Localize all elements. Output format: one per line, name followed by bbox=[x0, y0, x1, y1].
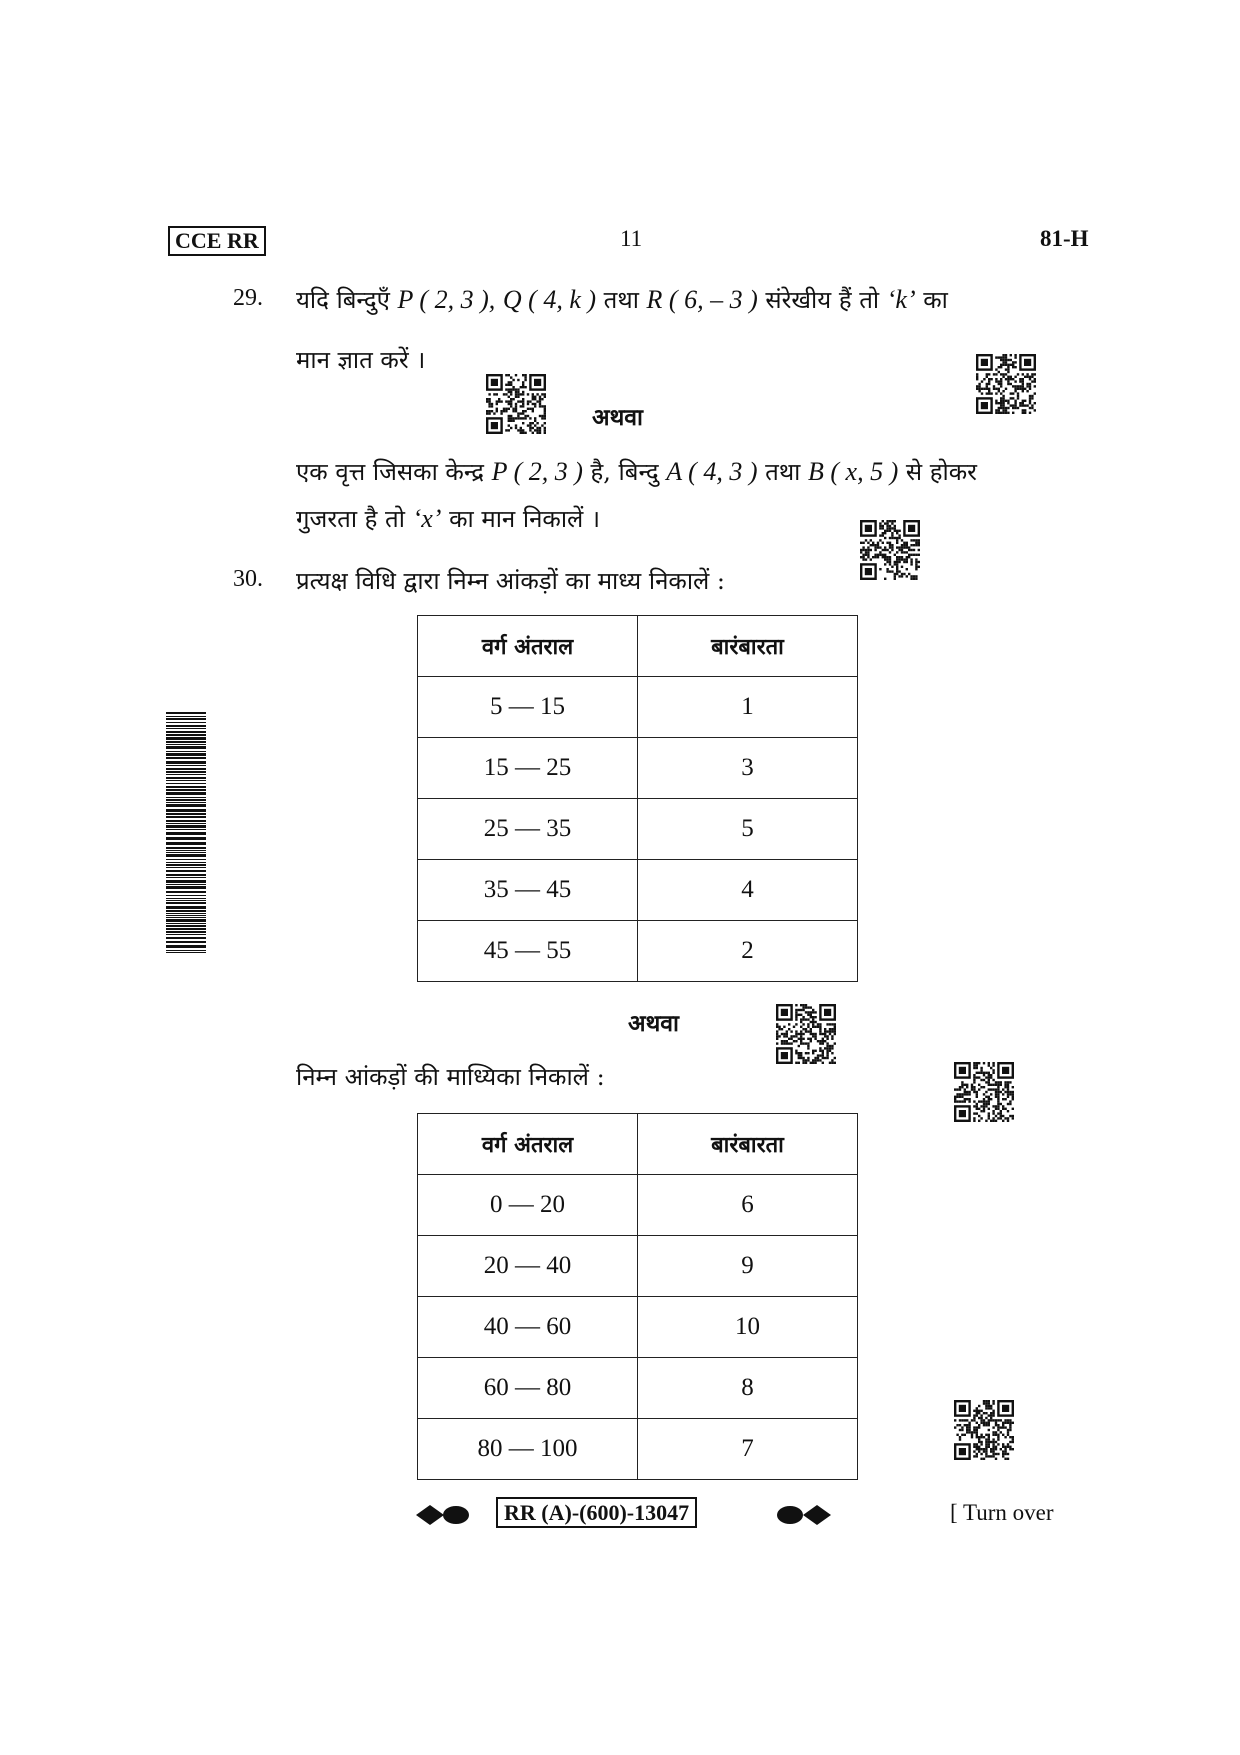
cell-frequency: 7 bbox=[638, 1419, 858, 1480]
paper-code: 81-H bbox=[1040, 226, 1089, 251]
cell-interval: 25 — 35 bbox=[418, 799, 638, 860]
variable-x: ‘x’ bbox=[412, 504, 442, 533]
table-header-row bbox=[418, 1114, 858, 1175]
q29-alt-text: का मान निकालें । bbox=[449, 505, 601, 533]
center-p: P ( 2, 3 ) bbox=[491, 457, 583, 486]
question-29-alt-line-1 bbox=[296, 455, 977, 489]
barcode-icon bbox=[166, 712, 206, 954]
q29-alt-text: से होकर bbox=[905, 458, 977, 486]
table-row bbox=[418, 677, 858, 738]
qr-code-icon bbox=[954, 1400, 1014, 1460]
cell-frequency: 4 bbox=[638, 860, 858, 921]
table-row bbox=[418, 860, 858, 921]
table-row bbox=[418, 738, 858, 799]
q29-text: तथा bbox=[603, 286, 639, 314]
table-row bbox=[418, 921, 858, 982]
q29-alt-text: है, बिन्दु bbox=[590, 458, 659, 486]
header-frequency: बारंबारता bbox=[638, 616, 858, 677]
point-p: P ( 2, 3 ), bbox=[397, 285, 496, 314]
qr-code-icon bbox=[486, 374, 546, 434]
point-b: B ( x, 5 ) bbox=[808, 457, 899, 486]
q29-text: संरेखीय हैं तो bbox=[765, 286, 880, 314]
median-frequency-table bbox=[417, 1113, 858, 1480]
q29-alt-text: गुजरता है तो bbox=[296, 505, 405, 533]
or-label: अथवा bbox=[628, 1010, 680, 1037]
question-29-number: 29. bbox=[233, 285, 263, 311]
mean-frequency-table bbox=[417, 615, 858, 982]
cell-interval: 35 — 45 bbox=[418, 860, 638, 921]
turn-over-note: [ Turn over bbox=[950, 1500, 1054, 1525]
table-row bbox=[418, 1358, 858, 1419]
table-row bbox=[418, 1419, 858, 1480]
table-row bbox=[418, 1297, 858, 1358]
header-class-interval: वर्ग अंतराल bbox=[418, 616, 638, 677]
point-a: A ( 4, 3 ) bbox=[666, 457, 758, 486]
cell-frequency: 10 bbox=[638, 1297, 858, 1358]
qr-code-icon bbox=[776, 1004, 836, 1064]
point-q: Q ( 4, k ) bbox=[502, 285, 597, 314]
variable-k: ‘k’ bbox=[886, 285, 916, 314]
header-frequency: बारंबारता bbox=[638, 1114, 858, 1175]
qr-code-icon bbox=[954, 1062, 1014, 1122]
q29-text: यदि बिन्दुएँ bbox=[296, 286, 390, 314]
cell-interval: 15 — 25 bbox=[418, 738, 638, 799]
question-29-alt-line-2 bbox=[296, 502, 600, 536]
header-class-interval: वर्ग अंतराल bbox=[418, 1114, 638, 1175]
cell-interval: 5 — 15 bbox=[418, 677, 638, 738]
table-row bbox=[418, 799, 858, 860]
question-29-line-2: मान ज्ञात करें । bbox=[296, 346, 426, 374]
point-r: R ( 6, – 3 ) bbox=[646, 285, 758, 314]
question-30-alt-prompt: निम्न आंकड़ों की माध्यिका निकालें : bbox=[296, 1063, 605, 1091]
cell-interval: 20 — 40 bbox=[418, 1236, 638, 1297]
exam-code-box: CCE RR bbox=[168, 226, 266, 256]
question-30-prompt: प्रत्यक्ष विधि द्वारा निम्न आंकड़ों का माध्य निकालें : bbox=[296, 567, 726, 595]
cell-frequency: 8 bbox=[638, 1358, 858, 1419]
table-row bbox=[418, 1175, 858, 1236]
cell-interval: 80 — 100 bbox=[418, 1419, 638, 1480]
cell-interval: 45 — 55 bbox=[418, 921, 638, 982]
cell-interval: 40 — 60 bbox=[418, 1297, 638, 1358]
cell-frequency: 5 bbox=[638, 799, 858, 860]
cell-frequency: 9 bbox=[638, 1236, 858, 1297]
cell-frequency: 6 bbox=[638, 1175, 858, 1236]
q29-alt-text: एक वृत्त जिसका केन्द्र bbox=[296, 458, 485, 486]
table-row bbox=[418, 1236, 858, 1297]
cell-frequency: 3 bbox=[638, 738, 858, 799]
or-label: अथवा bbox=[592, 404, 644, 431]
qr-code-icon bbox=[976, 354, 1036, 414]
ornament-left-icon bbox=[414, 1502, 472, 1528]
cell-frequency: 2 bbox=[638, 921, 858, 982]
cell-frequency: 1 bbox=[638, 677, 858, 738]
table-header-row bbox=[418, 616, 858, 677]
q29-text: का bbox=[923, 286, 948, 314]
cell-interval: 0 — 20 bbox=[418, 1175, 638, 1236]
page-number: 11 bbox=[620, 226, 643, 251]
question-29-line-1 bbox=[296, 283, 948, 317]
qr-code-icon bbox=[860, 520, 920, 580]
question-30-number: 30. bbox=[233, 566, 263, 592]
cell-interval: 60 — 80 bbox=[418, 1358, 638, 1419]
q29-alt-text: तथा bbox=[765, 458, 801, 486]
footer-code-box: RR (A)-(600)-13047 bbox=[496, 1497, 697, 1528]
ornament-right-icon bbox=[775, 1502, 833, 1528]
